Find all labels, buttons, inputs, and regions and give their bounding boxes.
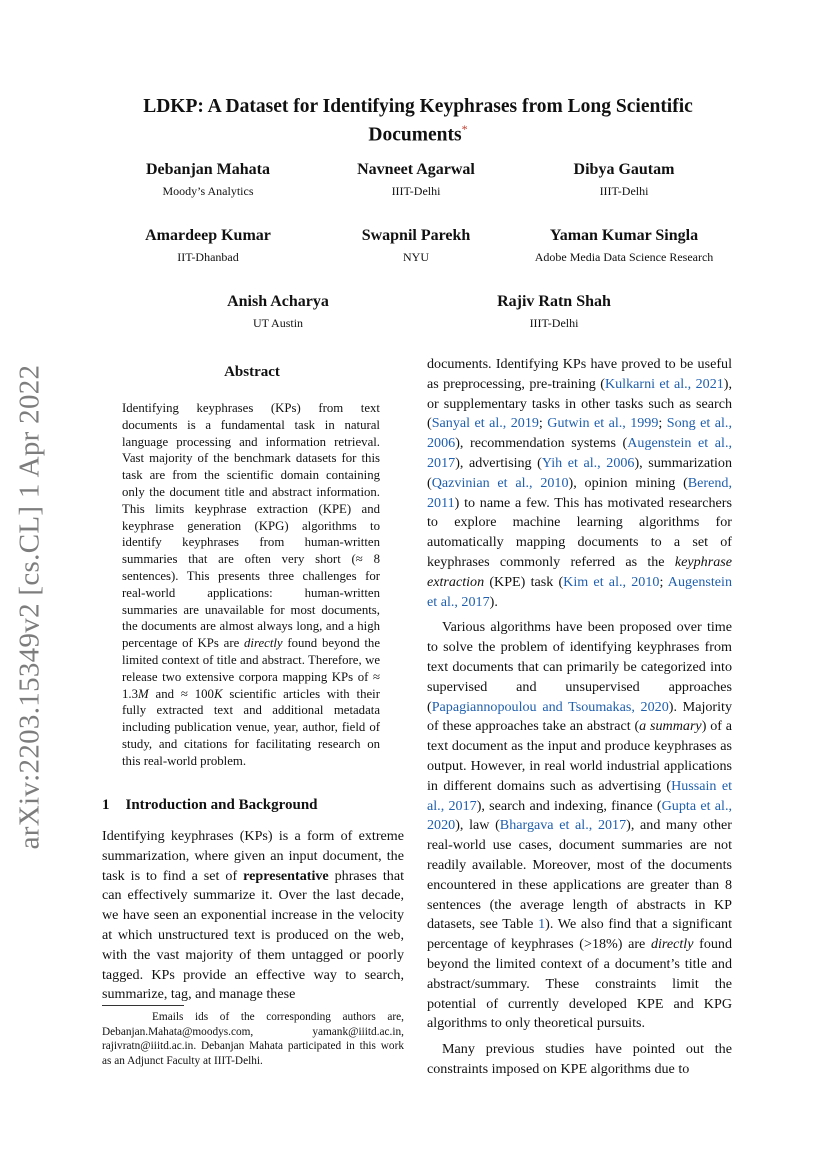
citation-link[interactable]: Kulkarni et al., 2021 — [604, 375, 724, 392]
body-text: Identifying keyphrases (KPs) is a form of extreme summarization, where given an input document, the task is to find a set of — [102, 828, 404, 884]
citation-link[interactable]: Hussain et al., 2017 — [427, 777, 733, 814]
author-name: Yaman Kumar Singla — [549, 227, 699, 244]
author-affiliation: IIT-Dhanbad — [177, 250, 239, 264]
abstract-emphasis: directly — [244, 636, 283, 651]
body-text: ), summarization ( — [427, 454, 733, 491]
citation-link[interactable]: Berend, 2011 — [427, 474, 732, 511]
table-reference-link[interactable]: 1 — [538, 916, 546, 933]
author-affiliation: Moody’s Analytics — [162, 184, 254, 198]
paper-title-text: LDKP: A Dataset for Identifying Keyphrases from Long Scientific Documents — [143, 96, 693, 146]
body-text: ). — [489, 593, 498, 610]
body-text: found beyond the limited context of a document’s title and abstract/summary. These constraints limit the potential of currently developed KPE and KPG algorithms to only theoretical pursuits. — [427, 936, 733, 1032]
intro-paragraph-right-3 — [427, 1040, 732, 1080]
author-affiliation: IIIT-Delhi — [391, 184, 441, 198]
body-text: ; — [659, 573, 668, 590]
body-emphasis: keyphrase extraction — [427, 553, 732, 590]
author-name: Swapnil Parekh — [361, 227, 471, 244]
footnote-text: Emails ids of the corresponding authors are, Debanjan.Mahata@moodys.com, yamank@iiitd.ac.in, rajivratn@iiitd.ac.in. Debanjan Mahata participated in this work as an Adjunct Faculty at IIIT-Delhi. — [102, 1011, 404, 1067]
abstract-body — [122, 400, 380, 770]
body-text: ), or supplementary tasks in other tasks such as search ( — [427, 375, 733, 432]
citation-link[interactable]: Augenstein et al., 2017 — [427, 435, 732, 471]
body-text: ), recommendation systems ( — [455, 435, 628, 452]
body-text: ; — [658, 415, 667, 432]
right-column — [427, 355, 732, 1080]
author-7 — [148, 292, 408, 331]
abstract-math: K — [213, 686, 223, 701]
author-affiliation: IIIT-Delhi — [529, 316, 579, 330]
abstract-text: and ≈ 100 — [148, 686, 214, 701]
body-emphasis: a summary — [639, 718, 702, 735]
author-name: Anish Acharya — [227, 293, 329, 310]
author-name: Rajiv Ratn Shah — [497, 293, 611, 310]
body-bold: representative — [243, 867, 329, 884]
body-text: (KPE) task ( — [484, 573, 564, 590]
citation-link[interactable]: Sanyal et al., 2019 — [431, 415, 539, 432]
author-affiliation: UT Austin — [252, 316, 304, 330]
body-text: ), law ( — [455, 817, 500, 834]
citation-link[interactable]: Augenstein et al., 2017 — [427, 573, 732, 610]
body-text: Many previous studies have pointed out the constraints imposed on KPE algorithms due to — [427, 1041, 732, 1077]
author-affiliation: IIIT-Delhi — [599, 184, 649, 198]
citation-link[interactable]: Papagiannopoulou and Tsoumakas, 2020 — [431, 698, 669, 715]
body-text: documents. Identifying KPs have proved to be useful as preprocessing, pre-training ( — [427, 356, 732, 392]
paper-title — [120, 96, 716, 147]
author-6 — [494, 226, 754, 265]
author-8 — [424, 292, 684, 331]
abstract-text: scientific articles with their fully extracted text and additional metadata including publication venue, year, author, field of study, and citations for facilitating research on this real-world problem. — [122, 686, 380, 768]
citation-link[interactable]: Yih et al., 2006 — [541, 454, 635, 471]
footnote-rule — [102, 1005, 184, 1006]
citation-link[interactable]: Bhargava et al., 2017 — [499, 817, 627, 834]
section-heading — [102, 797, 318, 814]
section-title: Introduction and Background — [125, 797, 318, 813]
section-number: 1 — [102, 797, 110, 813]
author-affiliation: NYU — [403, 250, 429, 264]
intro-paragraph-right-2 — [427, 618, 732, 1034]
body-text: Various algorithms have been proposed over time to solve the problem of identifying keyphrases from text documents that can primarily be categorized into supervised and unsupervised approaches ( — [427, 619, 732, 715]
author-3 — [494, 160, 754, 199]
body-text: ), advertising ( — [455, 454, 542, 471]
body-text: ), search and indexing, finance ( — [476, 797, 662, 814]
body-text: ), opinion mining ( — [568, 474, 688, 491]
body-text: ). Majority of these approaches take an abstract ( — [427, 698, 732, 735]
body-text: ), and many other real-world use cases, document summaries are not readily available. Moreover, most of the documents encountered in these applications are greater than 8 sentences (the average length of abstracts in KP datasets, see Table — [427, 817, 732, 933]
body-text: ) to name a few. This has motivated researchers to explore machine learning algorithms for automatically mapping documents to a set of keyphrases commonly referred as the — [427, 494, 732, 570]
author-affiliation: Adobe Media Data Science Research — [534, 250, 714, 264]
body-text: ; — [538, 415, 548, 432]
citation-link[interactable]: Gutwin et al., 1999 — [547, 415, 659, 432]
citation-link[interactable]: Song et al., 2006 — [427, 415, 732, 452]
intro-paragraph-right-1 — [427, 355, 732, 612]
author-name: Debanjan Mahata — [145, 161, 270, 178]
author-name: Dibya Gautam — [573, 161, 675, 178]
citation-link[interactable]: Kim et al., 2010 — [563, 573, 660, 590]
arxiv-stamp — [10, 364, 50, 850]
abstract-math: M — [138, 686, 149, 701]
abstract-text: Identifying keyphrases (KPs) from text documents is a fundamental task in natural language processing and information retrieval. Vast majority of the benchmark datasets for this task are from the scientific domain containing only the document title and abstract information. This limits keyphrase extraction (KPE) and keyphrase generation (KPG) algorithms to identify keyphrases from human-written summaries that are often very short (≈ 8 sentences). This presents three challenges for real-world applications: human-written summaries are unavailable for most documents, the documents are almost always long, and a high percentage of KPs are — [122, 401, 380, 651]
arxiv-stamp-text: arXiv:2203.15349v2 [cs.CL] 1 Apr 2022 — [13, 364, 46, 850]
body-emphasis: directly — [650, 936, 694, 953]
abstract-heading: Abstract — [224, 364, 280, 380]
title-footnote-mark[interactable]: * — [461, 122, 468, 136]
intro-paragraph-left — [102, 827, 404, 1005]
author-name: Navneet Agarwal — [357, 161, 475, 178]
citation-link[interactable]: Qazvinian et al., 2010 — [431, 474, 569, 491]
footnote — [102, 1010, 404, 1068]
body-text: ) of a text document as the input and produce keyphrases as output. However, in real world industrial applications in different domains such as advertising ( — [427, 718, 732, 794]
citation-link[interactable]: Gupta et al., 2020 — [427, 797, 733, 834]
abstract-text: found beyond the limited context of title and abstract. Therefore, we release two extensive corpora mapping KPs of ≈ 1.3 — [122, 636, 380, 701]
author-name: Amardeep Kumar — [145, 227, 271, 244]
body-text: phrases that can effectively summarize it. Over the last decade, we have seen an exponential increase in the velocity at which unstructured text is produced on the web, with the vast majority of them untagged or poorly tagged. KPs provide an effective way to search, summarize, tag, and manage these — [102, 867, 404, 1003]
body-text: ). We also find that a significant percentage of keyphrases (>18%) are — [427, 916, 732, 953]
